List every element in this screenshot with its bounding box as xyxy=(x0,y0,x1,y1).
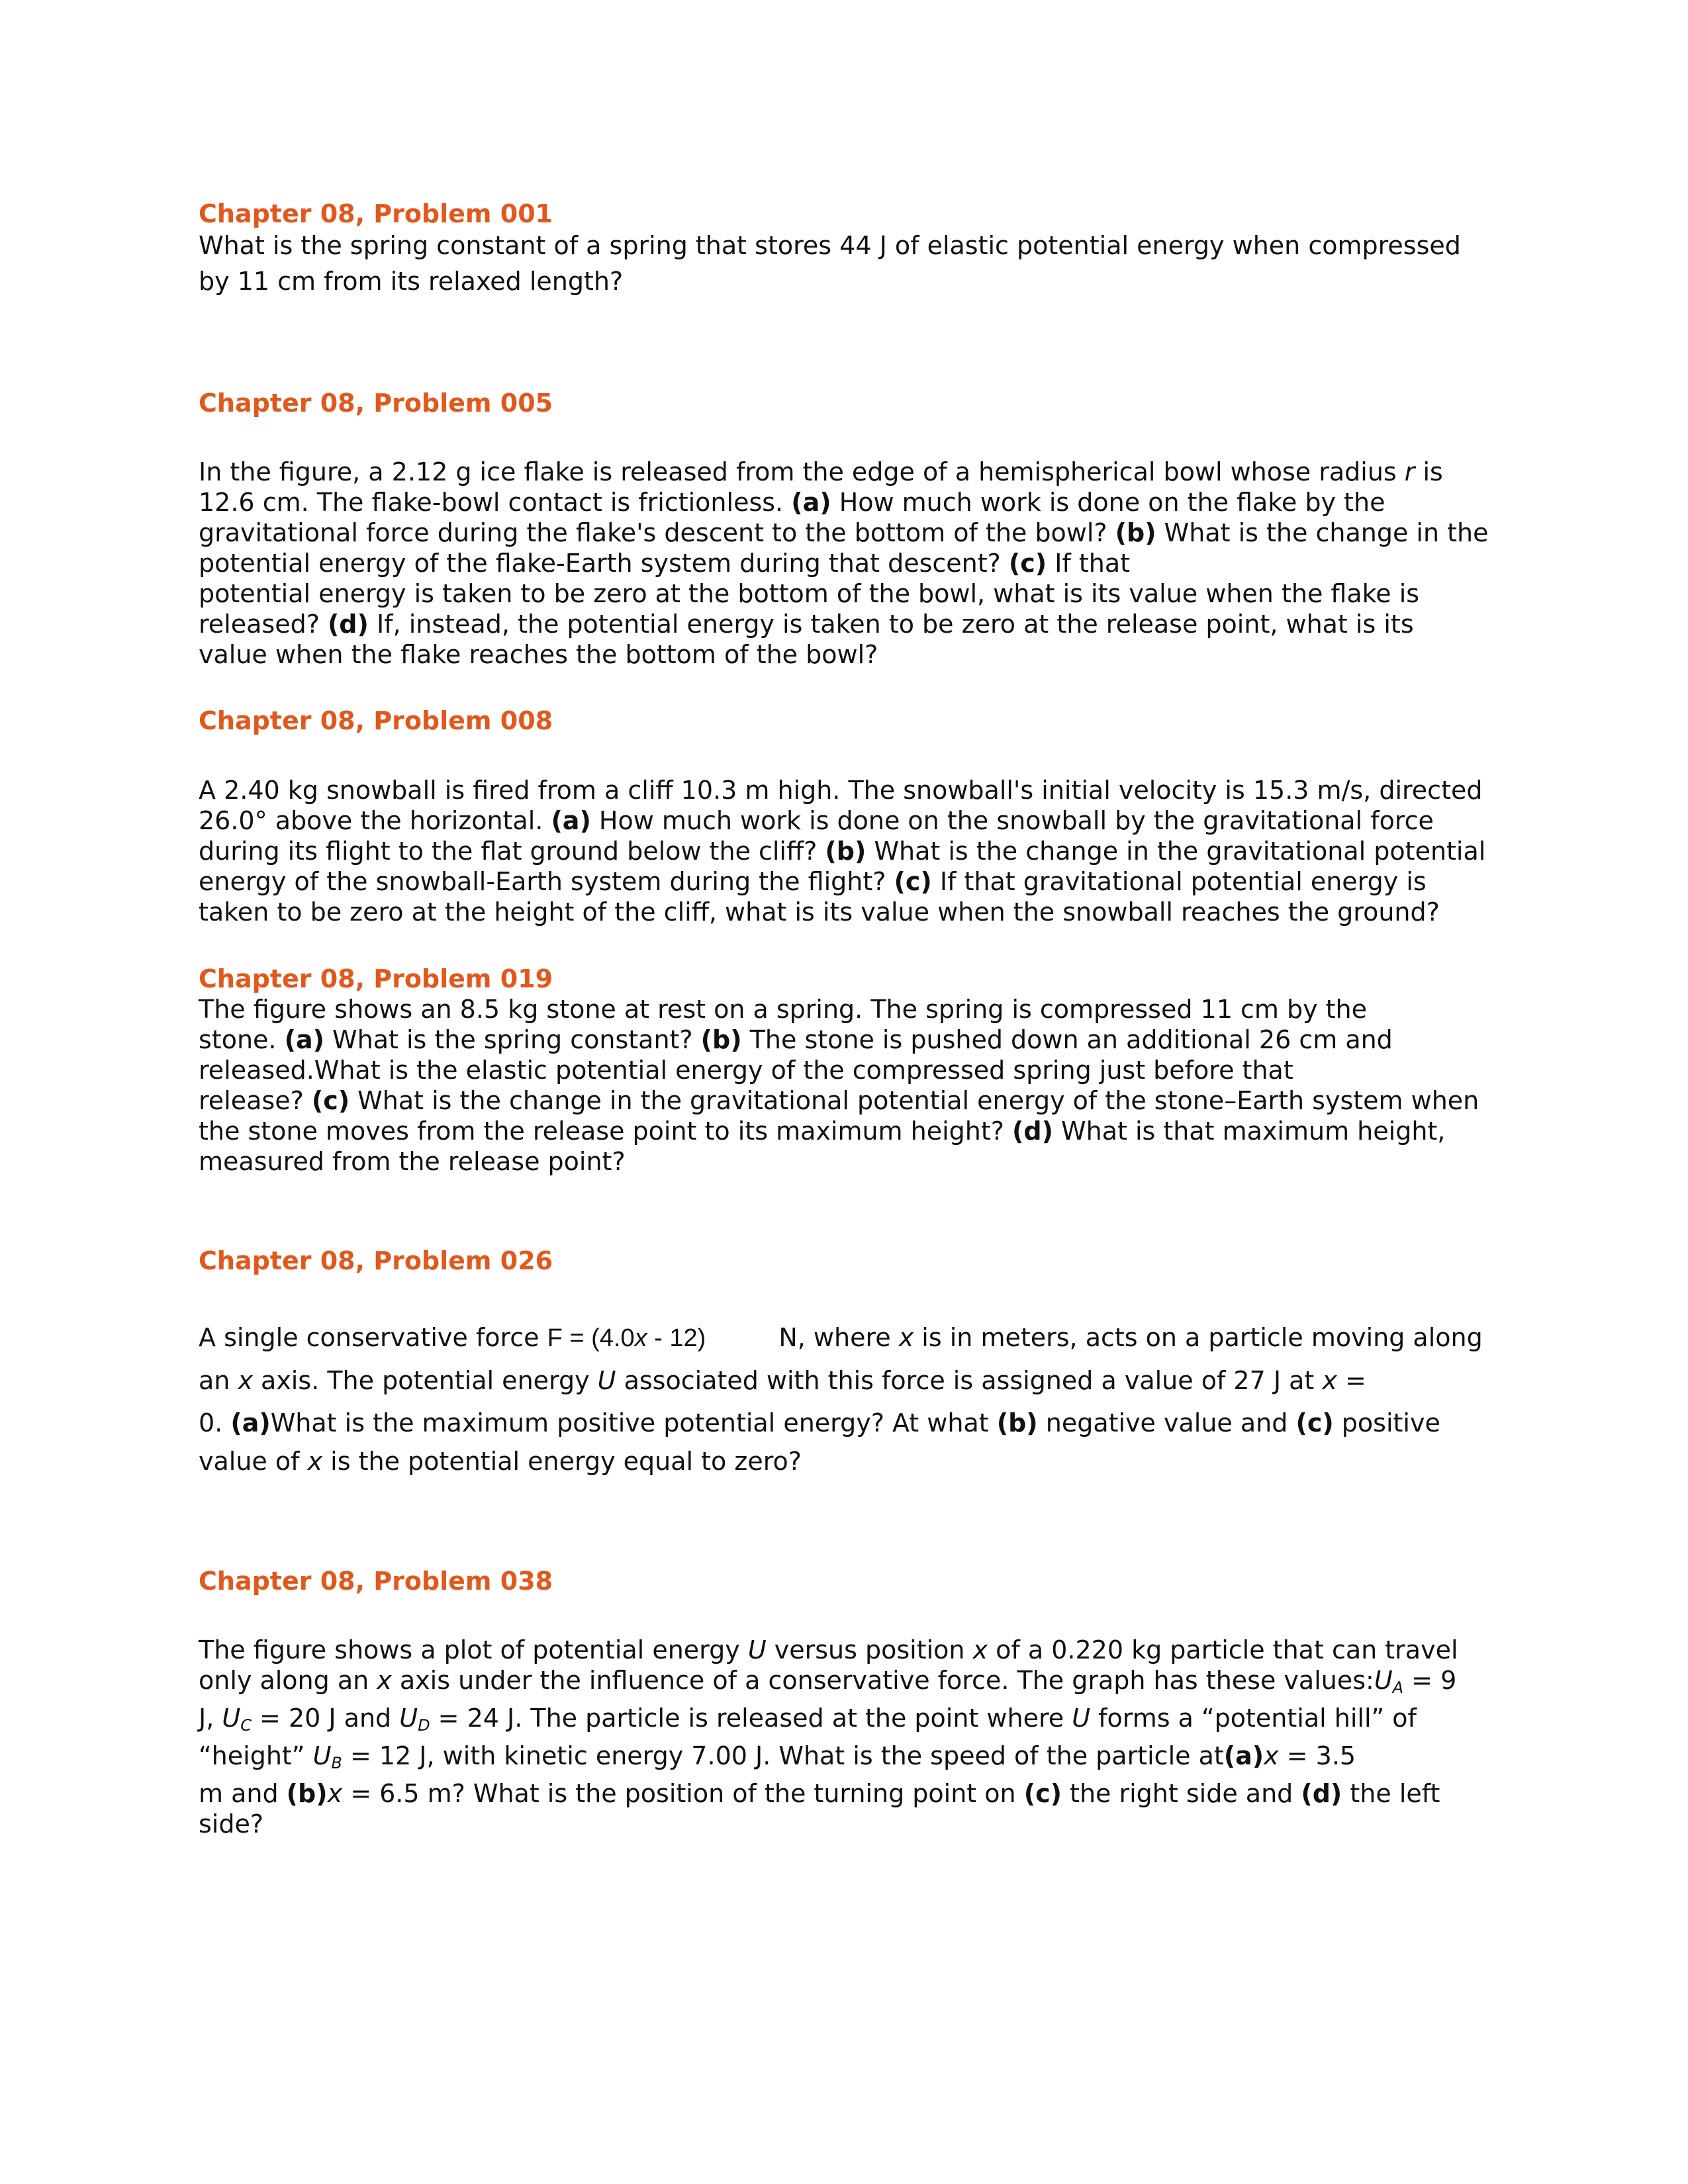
text-line: potential energy is taken to be zero at the bottom of the bowl, what is its value when the flake is xyxy=(199,579,1420,608)
text-line: value when the flake reaches the bottom of the bowl? xyxy=(199,640,878,669)
text-line: 0. (a)What is the maximum positive potential energy? At what (b) negative value and (c) positive xyxy=(199,1408,1440,1437)
text-line: m and (b)x = 6.5 m? What is the position of the turning point on (c) the right side and (d) the left xyxy=(199,1779,1440,1808)
problem-005-text xyxy=(199,457,1496,670)
text-line: by 11 cm from its relaxed length? xyxy=(199,267,624,296)
text-line: release? (c) What is the change in the gravitational potential energy of the stone–Earth system when xyxy=(199,1086,1479,1115)
text-line: “height” $U_B = 12$ J, with kinetic energy 7.00 J. What is the speed of the particle at(a)x = 3.5 xyxy=(199,1741,1356,1772)
text-line: value of x is the potential energy equal to zero? xyxy=(199,1447,802,1476)
text-line: A 2.40 kg snowball is fired from a cliff 10.3 m high. The snowball's initial velocity is 15.3 m/s, directed xyxy=(199,776,1483,805)
text-line: the stone moves from the release point to its maximum height? (d) What is that maximum height, xyxy=(199,1116,1446,1146)
problem-008-heading: Chapter 08, Problem 008 xyxy=(199,706,553,735)
text-line: 26.0° above the horizontal. (a) How much work is done on the snowball by the gravitational force xyxy=(199,806,1434,835)
text-line: side? xyxy=(199,1809,264,1839)
problem-038-text xyxy=(199,1635,1496,1839)
text-line: The figure shows a plot of potential energy U versus position x of a 0.220 kg particle that can travel xyxy=(199,1635,1458,1664)
text-line: energy of the snowball-Earth system during the flight? (c) If that gravitational potential energy is xyxy=(199,867,1427,896)
problem-001-heading: Chapter 08, Problem 001 xyxy=(199,199,553,228)
text-line: What is the spring constant of a spring that stores 44 J of elastic potential energy when compressed xyxy=(199,231,1461,260)
problem-038-heading: Chapter 08, Problem 038 xyxy=(199,1567,553,1596)
text-line: gravitational force during the flake's descent to the bottom of the bowl? (b) What is the change in the xyxy=(199,518,1489,547)
text-line: taken to be zero at the height of the cliff, what is its value when the snowball reaches the ground? xyxy=(199,897,1440,927)
problem-008-text xyxy=(199,775,1496,927)
text-line: only along an x axis under the influence of a conservative force. The graph has these $values:U_A = 9$ xyxy=(199,1666,1457,1697)
text-line: In the figure, a 2.12 g ice flake is released from the edge of a hemispherical bowl whose radius r is xyxy=(199,457,1443,486)
text-line: during its flight to the flat ground below the cliff? (b) What is the change in the gravitational potential xyxy=(199,837,1486,866)
text-line: an x axis. The potential energy U associated with this force is assigned a value of 27 J at x = xyxy=(199,1366,1366,1395)
text-line: released? (d) If, instead, the potential energy is taken to be zero at the release point, what is its xyxy=(199,610,1414,639)
problem-019-heading: Chapter 08, Problem 019 xyxy=(199,964,553,993)
problem-026-text xyxy=(199,1316,1496,1479)
force-formula: F = (4.0x - 12) xyxy=(547,1324,706,1352)
text-line: 12.6 cm. The flake-bowl contact is frictionless. (a) How much work is done on the flake by the xyxy=(199,488,1385,517)
text-line: A single conservative force F = (4.0x - 12) N, where x is in meters, acts on a particle moving along xyxy=(199,1323,1483,1352)
text-line: The figure shows an 8.5 kg stone at rest on a spring. The spring is compressed 11 cm by the xyxy=(199,995,1367,1024)
problem-005-heading: Chapter 08, Problem 005 xyxy=(199,388,553,418)
problem-026-heading: Chapter 08, Problem 026 xyxy=(199,1246,553,1275)
text-line: measured from the release point? xyxy=(199,1147,626,1176)
text-line: J, $U_C = 20$ J and $U_D = 24$ J. The particle is released at the point where U forms a “potential hill” of xyxy=(199,1704,1417,1735)
problem-001-text xyxy=(199,228,1496,299)
text-line: potential energy of the flake-Earth system during that descent? (c) If that xyxy=(199,549,1131,578)
text-line: stone. (a) What is the spring constant? (b) The stone is pushed down an additional 26 cm and xyxy=(199,1025,1393,1054)
text-line: released.What is the elastic potential energy of the compressed spring just before that xyxy=(199,1056,1293,1085)
problem-019-text xyxy=(199,994,1496,1177)
